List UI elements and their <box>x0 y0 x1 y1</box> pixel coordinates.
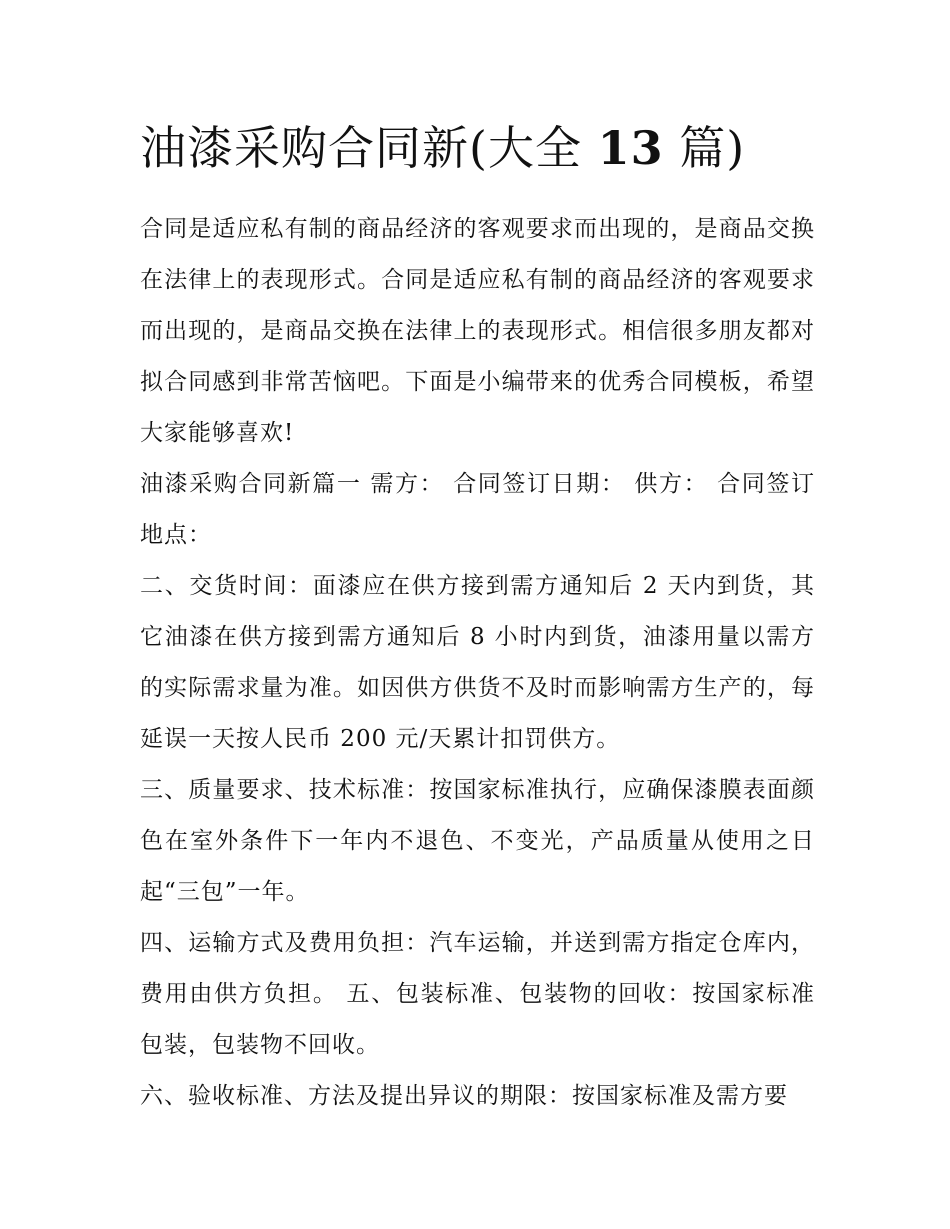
document-page <box>140 112 815 1122</box>
title-number: 13 <box>597 121 664 175</box>
title-prefix: 油漆采购合同新(大全 <box>140 121 598 175</box>
title-suffix: 篇) <box>663 121 746 175</box>
contract-parties-paragraph: 油漆采购合同新篇一 需方： 合同签订日期： 供方： 合同签订地点： <box>140 471 815 548</box>
quality-standard-paragraph: 三、质量要求、技术标准：按国家标准执行，应确保漆膜表面颜色在室外条件下一年内不退色、不变光，产品质量从使用之日起“三包”一年。 <box>140 777 815 905</box>
acceptance-paragraph: 六、验收标准、方法及提出异议的期限：按国家标准及需方要 <box>140 1083 788 1109</box>
transport-packaging-paragraph: 四、运输方式及费用负担：汽车运输，并送到需方指定仓库内，费用由供方负担。 五、包装标准、包装物的回收：按国家标准包装，包装物不回收。 <box>140 930 815 1058</box>
document-title <box>140 112 815 184</box>
delivery-time-paragraph: 二、交货时间：面漆应在供方接到需方通知后 2 天内到货，其它油漆在供方接到需方通知后 8 小时内到货，油漆用量以需方的实际需求量为准。如因供方供货不及时而影响需方生产的，每延误一天按人民币 200 元/天累计扣罚供方。 <box>140 573 815 752</box>
intro-paragraph: 合同是适应私有制的商品经济的客观要求而出现的，是商品交换在法律上的表现形式。合同是适应私有制的商品经济的客观要求而出现的，是商品交换在法律上的表现形式。相信很多朋友都对拟合同感到非常苦恼吧。下面是小编带来的优秀合同模板，希望大家能够喜欢! <box>140 216 815 446</box>
